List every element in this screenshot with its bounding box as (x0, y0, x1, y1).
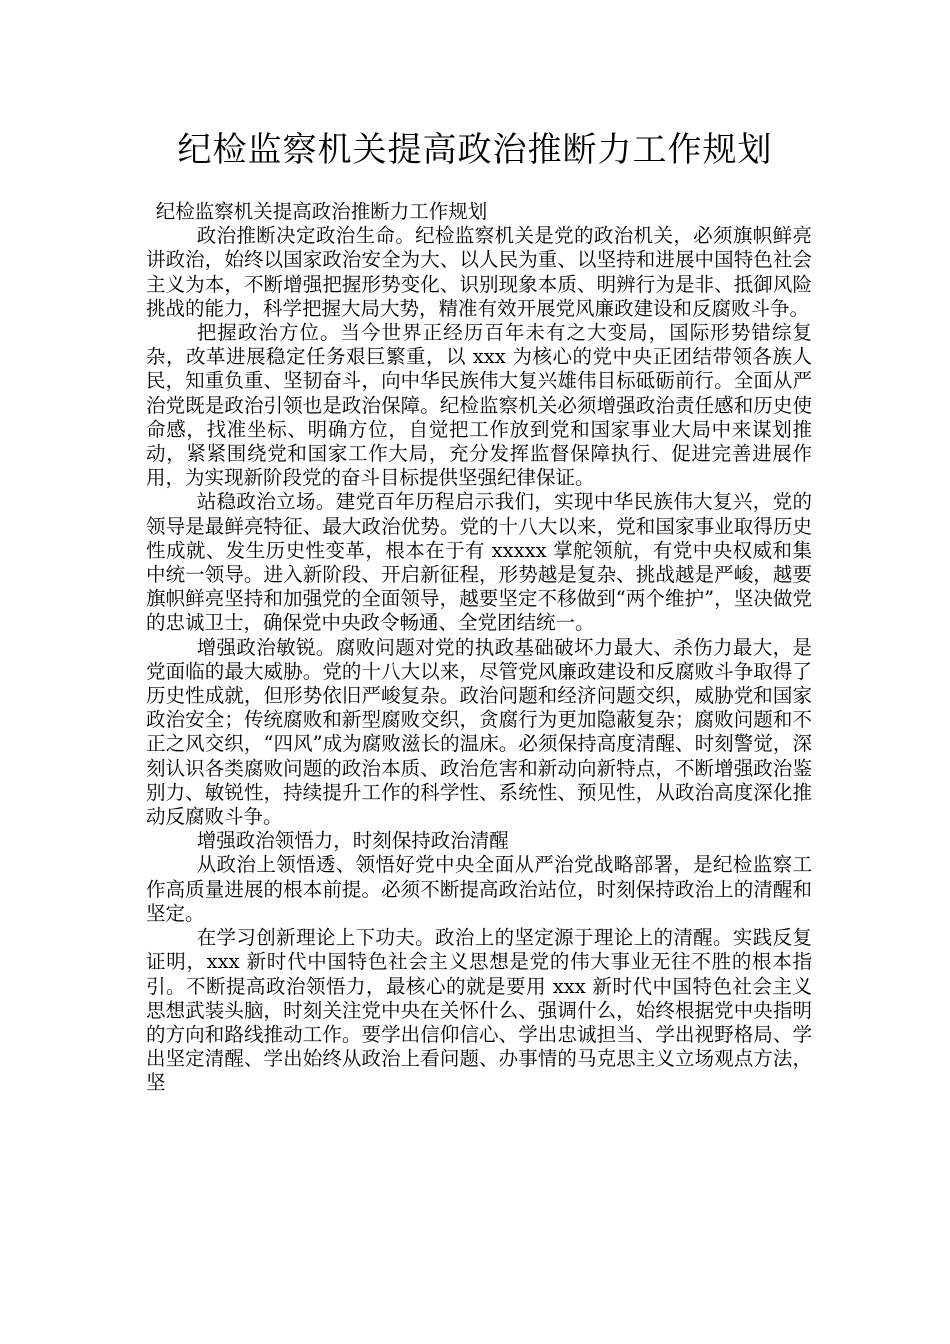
document-title: 纪检监察机关提高政治推断力工作规划 (177, 130, 773, 170)
paragraph: 政治推断决定政治生命。纪检监察机关是党的政治机关，必须旗帜鲜亮讲政治，始终以国家政治安全为大、以人民为重、以坚持和进展中国特色社会主义为本，不断增强把握形势变化、识别现象本质、明辨行为是非、抵御风险挑战的能力，科学把握大局大势，精准有效开展党风廉政建设和反腐败斗争。 (146, 224, 812, 320)
document-body (146, 200, 812, 1096)
paragraph: 增强政治敏锐。腐败问题对党的执政基础破坏力最大、杀伤力最大，是党面临的最大威胁。党的十八大以来，尽管党风廉政建设和反腐败斗争取得了历史性成就，但形势依旧严峻复杂。政治问题和经济问题交织，威胁党和国家政治安全；传统腐败和新型腐败交织，贪腐行为更加隐蔽复杂；腐败问题和不正之风交织，“四风”成为腐败滋长的温床。必须保持高度清醒、时刻警觉，深刻认识各类腐败问题的政治本质、政治危害和新动向新特点，不断增强政治鉴别力、敏锐性，持续提升工作的科学性、系统性、预见性，从政治高度深化推动反腐败斗争。 (146, 635, 812, 829)
paragraph: 从政治上领悟透、领悟好党中央全面从严治党战略部署，是纪检监察工作高质量进展的根本前提。必须不断提高政治站位，时刻保持政治上的清醒和坚定。 (146, 853, 812, 925)
document-subtitle: 纪检监察机关提高政治推断力工作规划 (155, 200, 488, 223)
section-heading: 增强政治领悟力，时刻保持政治清醒 (196, 829, 509, 853)
paragraph: 在学习创新理论上下功夫。政治上的坚定源于理论上的清醒。实践反复证明，xxx 新时代中国特色社会主义思想是党的伟大事业无往不胜的根本指引。不断提高政治领悟力，最核心的就是要用 xxx 新时代中国特色社会主义思想武装头脑，时刻关注党中央在关怀什么、强调什么，始终根据党中央指明的方向和路线推动工作。要学出信仰信心、学出忠诚担当、学出视野格局、学出坚定清醒、学出始终从政治上看问题、办事情的马克思主义立场观点方法，坚 (146, 926, 812, 1095)
paragraph: 站稳政治立场。建党百年历程启示我们，实现中华民族伟大复兴，党的领导是最鲜亮特征、最大政治优势。党的十八大以来，党和国家事业取得历史性成就、发生历史性变革，根本在于有 xxxxx 掌舵领航，有党中央权威和集中统一领导。进入新阶段、开启新征程，形势越是复杂、挑战越是严峻，越要旗帜鲜亮坚持和加强党的全面领导，越要坚定不移做到“两个维护”，坚决做党的忠诚卫士，确保党中央政令畅通、全党团结统一。 (146, 490, 812, 635)
paragraph: 把握政治方位。当今世界正经历百年未有之大变局，国际形势错综复杂，改革进展稳定任务艰巨繁重，以 xxx 为核心的党中央正团结带领各族人民，知重负重、坚韧奋斗，向中华民族伟大复兴雄伟目标砥砺前行。全面从严治党既是政治引领也是政治保障。纪检监察机关必须增强政治责任感和历史使命感，找准坐标、明确方位，自觉把工作放到党和国家事业大局中来谋划推动，紧紧围绕党和国家工作大局，充分发挥监督保障执行、促进完善进展作用，为实现新阶段党的奋斗目标提供坚强纪律保证。 (146, 321, 812, 490)
